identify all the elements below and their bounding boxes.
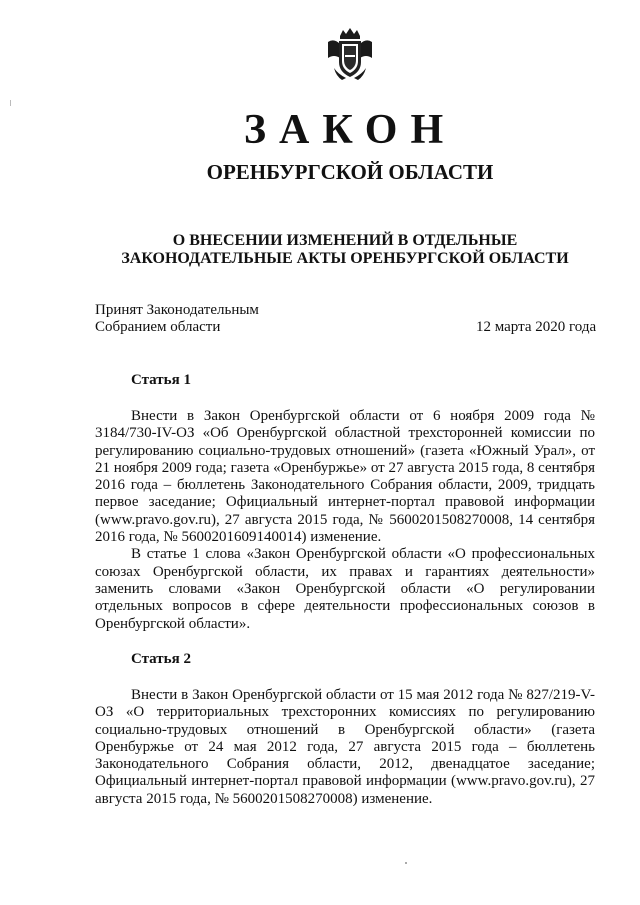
adoption-date: 12 марта 2020 года [476,319,597,335]
article-1-body [95,408,595,633]
law-subject-line-2: ЗАКОНОДАТЕЛЬНЫЕ АКТЫ ОРЕНБУРГСКОЙ ОБЛАСТИ [121,250,569,267]
scan-artifact-dot [405,862,407,864]
article-2-heading: Статья 2 [131,651,191,667]
adoption-note [95,302,259,336]
adoption-line-2: Собранием области [95,319,221,335]
article-1-paragraph-1: Внести в Закон Оренбургской области от 6 ноября 2009 года № 3184/730-IV-ОЗ «Об Оренбургской областной трехсторонней комиссии по регулированию социально-трудовых отношений» (газета «Южный Урал», от 21 ноября 2009 года; газета «Оренбуржье» от 27 августа 2015 года, 8 сентября 2016 года – бюллетень Законодательного Собрания области, 2009, тридцать первое заседание; Официальный интернет-портал правовой информации (www.pravo.gov.ru), 27 августа 2015 года, № 5600201508270008, 14 сентября 2016 года, № 5600201609140014) изменение. [95,408,595,546]
article-2-body [95,687,595,808]
law-subject [95,232,595,268]
region-title: ОРЕНБУРГСКОЙ ОБЛАСТИ [206,160,494,184]
coat-of-arms-graphic [326,28,374,80]
article-2-paragraph-1: Внести в Закон Оренбургской области от 15 мая 2012 года № 827/219-V-ОЗ «О территориальных трехсторонних комиссиях по регулированию социально-трудовых отношений в Оренбургской области» (газета Оренбуржье от 24 мая 2012 года, 27 августа 2015 года – бюллетень Законодательного Собрания области, 2012, двенадцатое заседание; Официальный интернет-портал правовой информации (www.pravo.gov.ru), 27 августа 2015 года, № 5600201508270008) изменение. [95,687,595,807]
law-title: ЗАКОН [243,107,457,153]
article-1-heading: Статья 1 [131,372,191,388]
coat-of-arms-icon [326,28,374,80]
law-subject-line-1: О ВНЕСЕНИИ ИЗМЕНЕНИЙ В ОТДЕЛЬНЫЕ [172,232,518,249]
article-1-paragraph-2: В статье 1 слова «Закон Оренбургской области «О профессиональных союзах Оренбургской области, их правах и гарантиях деятельности» заменить словами «Закон Оренбургской области «О регулировании отдельных вопросов в сфере деятельности профессиональных союзов в Оренбургской области». [95,546,595,632]
adoption-line-1: Принят Законодательным [95,302,259,318]
